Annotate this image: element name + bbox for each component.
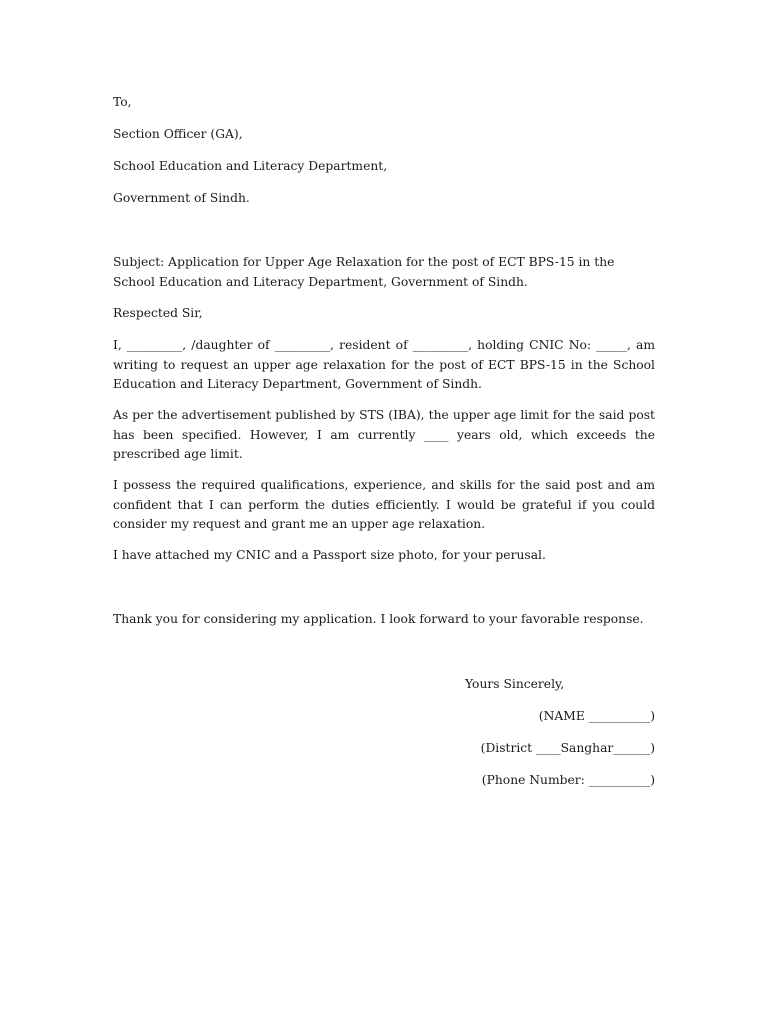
address-to: To, [113,95,132,109]
body-paragraph-attachments: I have attached my CNIC and a Passport size photo, for your perusal. [113,548,546,562]
recipient-department: School Education and Literacy Department, [113,159,388,173]
signature-name: (NAME __________) [538,709,655,723]
recipient-government: Government of Sindh. [113,191,250,205]
sign-off: Yours Sincerely, [465,677,565,691]
body-paragraph-intro: I, _________, /daughter of _________, resident of _________, holding CNIC No: _____, am writing to request an upper age relaxation for the post of ECT BPS-15 in the School Education and Literacy Department, Government of Sindh. [113,338,655,391]
salutation: Respected Sir, [113,306,203,320]
signature-district: (District ____Sanghar______) [480,741,655,755]
signature-phone: (Phone Number: __________) [481,773,655,787]
body-paragraph-qualifications: I possess the required qualifications, experience, and skills for the said post and am confident that I can perform the duties efficiently. I would be grateful if you could consider my request and grant me an upper age relaxation. [113,478,655,531]
body-paragraph-age-limit: As per the advertisement published by STS (IBA), the upper age limit for the said post has been specified. However, I am currently ____ years old, which exceeds the prescribed age limit. [113,408,655,461]
recipient-title: Section Officer (GA), [113,127,243,141]
closing-line: Thank you for considering my application. I look forward to your favorable response. [113,612,644,626]
subject-line: Subject: Application for Upper Age Relaxation for the post of ECT BPS-15 in the School Education and Literacy Department, Government of Sindh. [113,255,615,289]
